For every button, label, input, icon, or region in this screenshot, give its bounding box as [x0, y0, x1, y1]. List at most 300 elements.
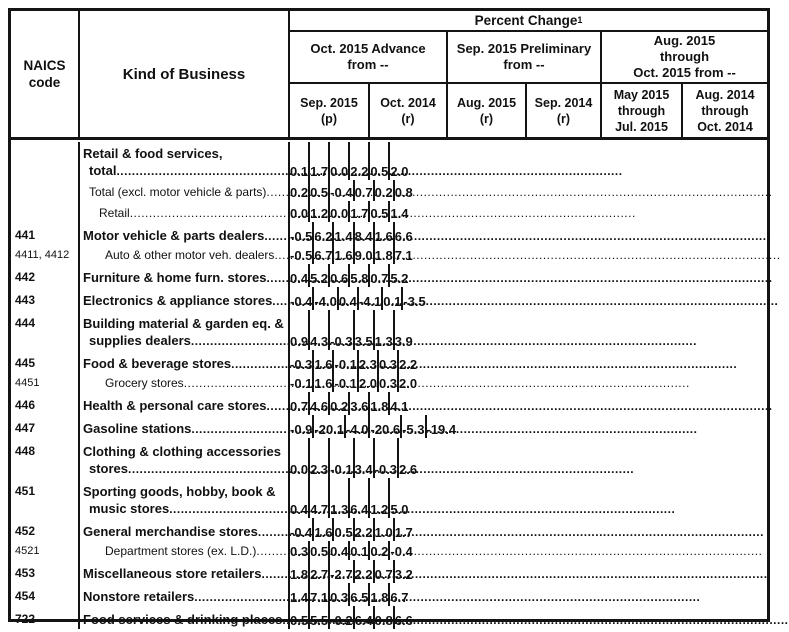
column-header-line: Aug. 2014 — [695, 87, 755, 102]
value: 0.6 — [330, 271, 349, 286]
value-cell — [375, 245, 395, 264]
column-header-row — [290, 84, 767, 137]
group-header-line: from -- — [503, 57, 545, 72]
value-cell — [359, 287, 383, 310]
value-cell — [346, 415, 370, 438]
value-cell — [290, 245, 314, 264]
row-label-cell — [80, 518, 290, 541]
row-label-line — [80, 227, 287, 245]
value-cell — [355, 438, 375, 478]
value: 0.8 — [374, 613, 393, 628]
value: 6.5 — [350, 590, 369, 605]
value-cell — [310, 606, 330, 629]
value: -0.9 — [290, 422, 313, 437]
value-cell — [330, 541, 350, 560]
value-cell — [290, 287, 314, 310]
value-cell — [330, 438, 354, 478]
value: 0.5 — [334, 525, 353, 540]
value: 2.7 — [310, 567, 329, 582]
value: 6.6 — [394, 229, 413, 244]
row-label-line — [80, 315, 287, 332]
row-label: Clothing & clothing accessories — [83, 444, 281, 459]
value-cell — [395, 560, 413, 583]
naics-code-cell: 453 — [11, 560, 80, 583]
naics-code-cell — [11, 180, 80, 201]
row-label-cell — [80, 310, 290, 350]
column-header-cell — [370, 84, 448, 137]
value-cell — [359, 350, 379, 373]
row-label-cell — [80, 142, 290, 180]
value-cell — [379, 373, 399, 392]
column-header-cell — [683, 84, 767, 137]
value-cell — [350, 264, 370, 287]
value: -0.3 — [290, 357, 313, 372]
value: 0.3 — [378, 357, 398, 372]
naics-header-line1: NAICS — [23, 58, 66, 73]
value-cell — [310, 180, 330, 201]
row-label: Gasoline stations — [83, 421, 192, 436]
group-header-line: Oct. 2015 Advance — [310, 41, 426, 56]
naics-code-cell: 444 — [11, 310, 80, 350]
column-header-line: through — [617, 103, 666, 118]
value-cell — [290, 541, 310, 560]
value: 2.0 — [358, 376, 377, 391]
column-header-line: Oct. 2014 — [697, 119, 753, 134]
value-cell — [314, 518, 334, 541]
value-cell — [395, 222, 413, 245]
value: 0.5 — [370, 206, 389, 221]
row-label-line — [80, 483, 287, 500]
row-label: Electronics & appliance stores — [83, 293, 273, 308]
row-label-line — [80, 269, 287, 287]
value-cell — [314, 222, 334, 245]
row-label: Total (excl. motor vehicle & parts) — [89, 185, 267, 199]
row-label: Health & personal care stores — [83, 398, 267, 413]
value-cell — [290, 201, 310, 222]
row-label-line — [80, 292, 287, 310]
value: 1.6 — [314, 376, 333, 391]
value: 0.8 — [394, 185, 413, 200]
dot-leader — [191, 332, 697, 350]
value: 1.6 — [314, 525, 333, 540]
value: -0.5 — [290, 248, 313, 263]
row-label-cell — [80, 392, 290, 415]
value: 5.5 — [310, 613, 329, 628]
value-cell — [310, 560, 330, 583]
value-cell — [355, 310, 375, 350]
value-cell — [370, 415, 402, 438]
row-label-line — [80, 184, 287, 201]
row-label-line — [80, 443, 287, 460]
value-cell — [359, 373, 379, 392]
value: 6.2 — [314, 229, 333, 244]
value: -0.4 — [330, 185, 353, 200]
group-header-row — [290, 32, 767, 84]
value-cell — [395, 310, 413, 350]
naics-code-header — [11, 11, 80, 137]
value-cell — [290, 583, 310, 606]
value-cell — [290, 222, 314, 245]
value-cell — [310, 392, 330, 415]
value-cell — [334, 245, 354, 264]
group-header-line: Oct. 2015 from -- — [633, 65, 736, 80]
row-label-line — [80, 332, 287, 350]
value: 4.6 — [310, 399, 329, 414]
row-label: Food & beverage stores — [83, 356, 232, 371]
value-cell — [310, 478, 330, 518]
value: 2.2 — [350, 164, 369, 179]
row-label: Furniture & home furn. stores — [83, 270, 267, 285]
value: 0.0 — [330, 164, 349, 179]
dot-leader — [194, 588, 700, 606]
table-row — [11, 201, 767, 222]
row-label-cell — [80, 222, 290, 245]
value: 1.8 — [374, 248, 393, 263]
value: 0.5 — [310, 544, 329, 559]
value: 0.4 — [290, 502, 309, 517]
value-cell — [290, 392, 310, 415]
value: 1.8 — [370, 399, 389, 414]
value-cell — [290, 478, 310, 518]
value: -4.0 — [346, 422, 369, 437]
value: 2.3 — [358, 357, 377, 372]
value: 0.0 — [290, 206, 309, 221]
value-cell — [314, 245, 334, 264]
value: 1.7 — [394, 525, 413, 540]
row-label: Food services & drinking places — [83, 612, 283, 627]
value-cell — [290, 350, 314, 373]
value: 0.0 — [330, 206, 349, 221]
value: 1.4 — [390, 206, 409, 221]
value-cell — [390, 201, 408, 222]
row-label-line — [80, 565, 287, 583]
value-cell — [370, 478, 390, 518]
value-cell — [355, 222, 375, 245]
value: 3.4 — [354, 462, 373, 477]
value: -0.1 — [334, 376, 357, 391]
row-label-cell — [80, 541, 290, 560]
dot-leader — [184, 375, 690, 392]
value-cell — [290, 142, 310, 180]
value: 1.0 — [374, 525, 393, 540]
value-cell — [390, 478, 408, 518]
value-cell — [355, 606, 375, 629]
value: 0.1 — [290, 164, 309, 179]
value: 2.0 — [390, 164, 409, 179]
kind-of-business-label: Kind of Business — [122, 65, 246, 83]
value-cell — [350, 201, 370, 222]
table-row — [11, 478, 767, 518]
naics-code-cell: 451 — [11, 478, 80, 518]
value-cell — [375, 560, 395, 583]
value-cell — [290, 438, 310, 478]
row-label-cell — [80, 180, 290, 201]
value: -0.1 — [290, 376, 313, 391]
naics-code-cell — [11, 142, 80, 180]
row-label: total — [89, 163, 117, 178]
row-label: Nonstore retailers — [83, 589, 195, 604]
row-label-line — [80, 420, 287, 438]
value-cell — [290, 560, 310, 583]
row-label-cell — [80, 373, 290, 392]
value: 1.6 — [374, 229, 393, 244]
naics-code-cell: 442 — [11, 264, 80, 287]
value: 1.7 — [350, 206, 369, 221]
dot-leader — [169, 500, 675, 518]
row-label-line — [80, 543, 287, 560]
table-row — [11, 222, 767, 245]
value-cell — [379, 350, 399, 373]
value-cell — [399, 438, 417, 478]
column-header-cell — [448, 84, 527, 137]
naics-code-cell: 447 — [11, 415, 80, 438]
table-row — [11, 310, 767, 350]
value: 0.1 — [350, 544, 369, 559]
value: 2.2 — [354, 567, 373, 582]
naics-header-line2: code — [28, 75, 61, 90]
row-label: Grocery stores — [105, 376, 184, 390]
value-cell — [370, 201, 390, 222]
row-label-cell — [80, 583, 290, 606]
column-header-line: Sep. 2015 — [300, 95, 358, 110]
naics-code-cell: 445 — [11, 350, 80, 373]
group-header-line: Sep. 2015 Preliminary — [456, 41, 592, 56]
value: 0.7 — [370, 271, 389, 286]
naics-code-cell: 4521 — [11, 541, 80, 560]
value-cell — [350, 583, 370, 606]
row-label-cell — [80, 264, 290, 287]
value-cell — [310, 438, 330, 478]
value: -0.4 — [390, 544, 413, 559]
column-header-cell — [527, 84, 602, 137]
value: -0.2 — [330, 613, 353, 628]
value: 9.0 — [354, 248, 373, 263]
naics-code-cell: 446 — [11, 392, 80, 415]
value: 7.1 — [310, 590, 329, 605]
value: 0.4 — [338, 294, 357, 309]
value-cell — [375, 222, 395, 245]
value-cell — [314, 373, 334, 392]
value: 0.5 — [310, 185, 329, 200]
value-cell — [390, 541, 412, 560]
value: -0.4 — [290, 525, 313, 540]
percent-change-header — [290, 11, 767, 32]
row-label: Retail & food services, — [83, 146, 223, 161]
value: 0.4 — [290, 271, 309, 286]
row-label-line — [80, 588, 287, 606]
value-cell — [330, 310, 354, 350]
row-label-cell — [80, 415, 290, 438]
value: 3.2 — [394, 567, 413, 582]
value: 1.3 — [374, 334, 393, 349]
value-cell — [310, 142, 330, 180]
row-label: Sporting goods, hobby, book & — [83, 484, 276, 499]
row-label: General merchandise stores — [83, 524, 258, 539]
value-cell — [403, 287, 425, 310]
value-cell — [330, 180, 354, 201]
value: -4.1 — [358, 294, 382, 309]
value-cell — [330, 478, 350, 518]
group-header-line: Aug. 2015 — [653, 33, 716, 48]
column-header-line: (r) — [479, 111, 494, 126]
value: -4.0 — [314, 294, 337, 309]
value: 0.2 — [370, 544, 389, 559]
value: 5.8 — [350, 271, 369, 286]
value: -0.3 — [374, 462, 398, 477]
value-cell — [350, 142, 370, 180]
column-header-line: Sep. 2014 — [534, 95, 593, 110]
value: 0.0 — [290, 462, 309, 477]
value-cell — [375, 438, 399, 478]
group-header-cell — [602, 32, 767, 82]
value-cell — [399, 373, 417, 392]
group-header-line: from -- — [347, 57, 389, 72]
value: 0.7 — [290, 399, 309, 414]
naics-code-cell: 448 — [11, 438, 80, 478]
value: 0.5 — [370, 164, 389, 179]
value: -20.6 — [370, 422, 401, 437]
row-label-cell — [80, 438, 290, 478]
value: 1.8 — [370, 590, 389, 605]
value: 2.2 — [399, 357, 418, 372]
value: 0.3 — [378, 376, 398, 391]
value: 1.4 — [290, 590, 309, 605]
value: 1.6 — [334, 248, 353, 263]
column-header-cell — [290, 84, 370, 137]
value-cell — [290, 180, 310, 201]
value: 4.3 — [310, 334, 329, 349]
value: 1.2 — [370, 502, 389, 517]
column-header-line: (p) — [321, 111, 337, 126]
value-cell — [390, 392, 408, 415]
value: 1.6 — [314, 357, 333, 372]
value-cell — [370, 583, 390, 606]
value: 4.7 — [310, 502, 329, 517]
value: 6.7 — [314, 248, 333, 263]
value: 3.6 — [350, 399, 369, 414]
value-cell — [375, 310, 395, 350]
table-row — [11, 392, 767, 415]
value: 4.1 — [390, 399, 409, 414]
value-cell — [355, 518, 375, 541]
table-row — [11, 350, 767, 373]
table-row — [11, 518, 767, 541]
value-cell — [370, 142, 390, 180]
row-label-line — [80, 355, 287, 373]
value: 1.3 — [330, 502, 349, 517]
value-cell — [290, 373, 314, 392]
column-header-line: May 2015 — [613, 87, 670, 102]
table-row — [11, 142, 767, 180]
value-cell — [290, 415, 314, 438]
value: 1.2 — [310, 206, 329, 221]
percent-change-label: Percent Change — [474, 13, 578, 28]
column-header-line: Aug. 2015 — [456, 95, 517, 110]
value-cell — [330, 606, 354, 629]
row-label: Miscellaneous store retailers — [83, 566, 262, 581]
value: -2.7 — [330, 567, 353, 582]
value-cell — [330, 560, 354, 583]
value-cell — [383, 287, 403, 310]
value-cell — [370, 392, 390, 415]
row-label-line — [80, 145, 287, 162]
value-cell — [355, 560, 375, 583]
row-label-cell — [80, 287, 290, 310]
value: -0.5 — [290, 229, 313, 244]
value: 2.0 — [399, 376, 418, 391]
value: 0.2 — [290, 185, 309, 200]
value-cell — [355, 245, 375, 264]
value-cell — [370, 264, 390, 287]
value-cell — [290, 310, 310, 350]
column-header-line: through — [701, 103, 749, 118]
row-label-line — [80, 523, 287, 541]
table-row — [11, 264, 767, 287]
value: 2.3 — [310, 462, 329, 477]
row-label-line — [80, 397, 287, 415]
value: 6.4 — [350, 502, 369, 517]
value-cell — [310, 201, 330, 222]
value-cell — [339, 287, 359, 310]
value-cell — [290, 518, 314, 541]
value: 6.6 — [394, 613, 413, 628]
value-cell — [355, 180, 375, 201]
value: -20.1 — [314, 422, 345, 437]
value: 3.9 — [394, 334, 413, 349]
value: 0.1 — [383, 294, 402, 309]
value: 1.8 — [290, 567, 309, 582]
column-header-line: (r) — [556, 111, 571, 126]
value: -0.1 — [334, 357, 357, 372]
group-header-line: through — [659, 49, 710, 64]
column-header-cell — [602, 84, 683, 137]
naics-code-cell: 4451 — [11, 373, 80, 392]
value: 5.2 — [390, 271, 409, 286]
value-cell — [390, 583, 408, 606]
row-label-cell — [80, 350, 290, 373]
value: 0.2 — [374, 185, 393, 200]
row-label: Motor vehicle & parts dealers — [83, 228, 265, 243]
value: 3.5 — [354, 334, 373, 349]
value-cell — [330, 142, 350, 180]
table-row — [11, 583, 767, 606]
row-label-line — [80, 460, 287, 478]
value: 5.2 — [310, 271, 329, 286]
naics-code-cell: 441 — [11, 222, 80, 245]
row-label-cell — [80, 606, 290, 629]
percent-change-block — [290, 11, 767, 137]
value-cell — [375, 518, 395, 541]
value: 1.7 — [310, 164, 329, 179]
row-label: stores — [89, 461, 129, 476]
table-row — [11, 438, 767, 478]
naics-code-cell: 452 — [11, 518, 80, 541]
row-label: Building material & garden eq. & — [83, 316, 284, 331]
value-cell — [330, 583, 350, 606]
value: 2.2 — [354, 525, 373, 540]
row-label: Auto & other motor veh. dealers — [105, 248, 275, 262]
value-cell — [350, 478, 370, 518]
value: 0.7 — [374, 567, 393, 582]
value: 6.4 — [354, 613, 373, 628]
naics-code-cell: 443 — [11, 287, 80, 310]
row-label: Department stores (ex. L.D.) — [105, 544, 257, 558]
row-label-cell — [80, 478, 290, 518]
value-cell — [334, 518, 354, 541]
table-row — [11, 560, 767, 583]
value-cell — [399, 350, 417, 373]
value-cell — [390, 142, 408, 180]
